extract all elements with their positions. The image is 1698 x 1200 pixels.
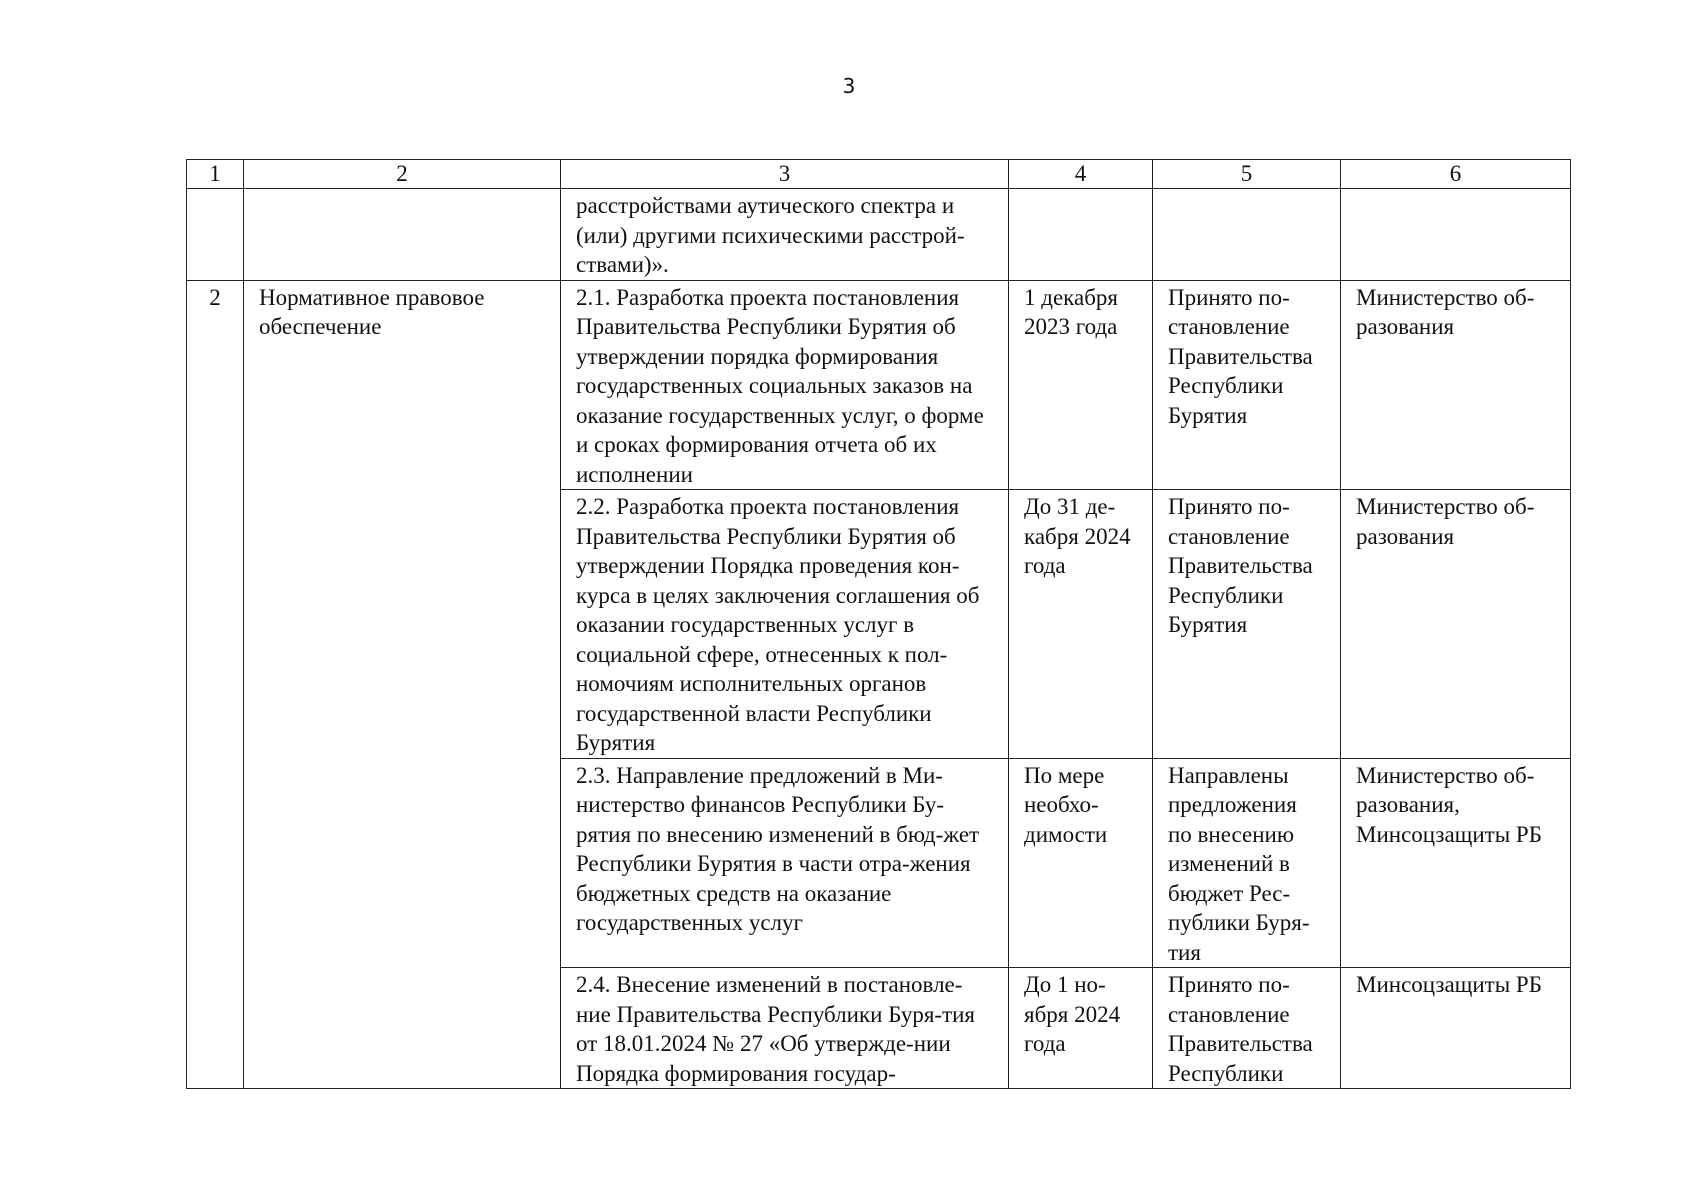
result-cell: Принято по-становление Правительства Республики Бурятия bbox=[1153, 280, 1341, 490]
result-cell: Принято по-становление Правительства Республики bbox=[1153, 968, 1341, 1089]
header-col-5: 5 bbox=[1153, 160, 1341, 189]
responsible-cell: Министерство об-разования bbox=[1341, 490, 1571, 759]
responsible-cell: Министерство об-разования, Минсоцзащиты РБ bbox=[1341, 758, 1571, 968]
activity-cell: 2.1. Разработка проекта постановления Правительства Республики Бурятия об утверждении порядка формирования государственных социальных заказов на оказание государственных услуг, о форме и сроках формирования отчета об их исполнении bbox=[561, 280, 1009, 490]
section-number: 2 bbox=[187, 280, 244, 1089]
activity-cell: 2.3. Направление предложений в Ми-нистерство финансов Республики Бу-рятия по внесению изменений в бюд-жет Республики Бурятия в части отра-жения бюджетных средств на оказание государственных услуг bbox=[561, 758, 1009, 968]
activity-cell: 2.4. Внесение изменений в постановле-ние Правительства Республики Буря-тия от 18.01.2024 № 27 «Об утвержде-нии Порядка формирования государ- bbox=[561, 968, 1009, 1089]
header-col-3: 3 bbox=[561, 160, 1009, 189]
responsible-cell: Министерство об-разования bbox=[1341, 280, 1571, 490]
header-col-6: 6 bbox=[1341, 160, 1571, 189]
result-cell: Принято по-становление Правительства Республики Бурятия bbox=[1153, 490, 1341, 759]
result-cell: Направлены предложения по внесению изменений в бюджет Рес-публики Буря-тия bbox=[1153, 758, 1341, 968]
deadline-cell: По мере необхо-димости bbox=[1009, 758, 1153, 968]
continuation-cell-deadline bbox=[1009, 189, 1153, 281]
continuation-cell-number bbox=[187, 189, 244, 281]
table-row bbox=[187, 280, 1571, 490]
continuation-cell-section bbox=[244, 189, 561, 281]
continuation-cell-result bbox=[1153, 189, 1341, 281]
header-col-1: 1 bbox=[187, 160, 244, 189]
deadline-cell: До 1 но-ября 2024 года bbox=[1009, 968, 1153, 1089]
page-number: 3 bbox=[842, 74, 856, 98]
continuation-row bbox=[187, 189, 1571, 281]
header-col-4: 4 bbox=[1009, 160, 1153, 189]
header-col-2: 2 bbox=[244, 160, 561, 189]
activity-cell: 2.2. Разработка проекта постановления Правительства Республики Бурятия об утверждении Порядка проведения кон-курса в целях заключения соглашения об оказании государственных услуг в социальной сфере, отнесенных к пол-номочиям исполнительных органов государственной власти Республики Бурятия bbox=[561, 490, 1009, 759]
deadline-cell: 1 декабря 2023 года bbox=[1009, 280, 1153, 490]
continuation-cell-responsible bbox=[1341, 189, 1571, 281]
section-title: Нормативное правовое обеспечение bbox=[244, 280, 561, 1089]
continuation-cell-activity: расстройствами аутического спектра и (или) другими психическими расстрой-ствами)». bbox=[561, 189, 1009, 281]
action-plan-table bbox=[186, 159, 1571, 1089]
deadline-cell: До 31 де-кабря 2024 года bbox=[1009, 490, 1153, 759]
header-row bbox=[187, 160, 1571, 189]
responsible-cell: Минсоцзащиты РБ bbox=[1341, 968, 1571, 1089]
